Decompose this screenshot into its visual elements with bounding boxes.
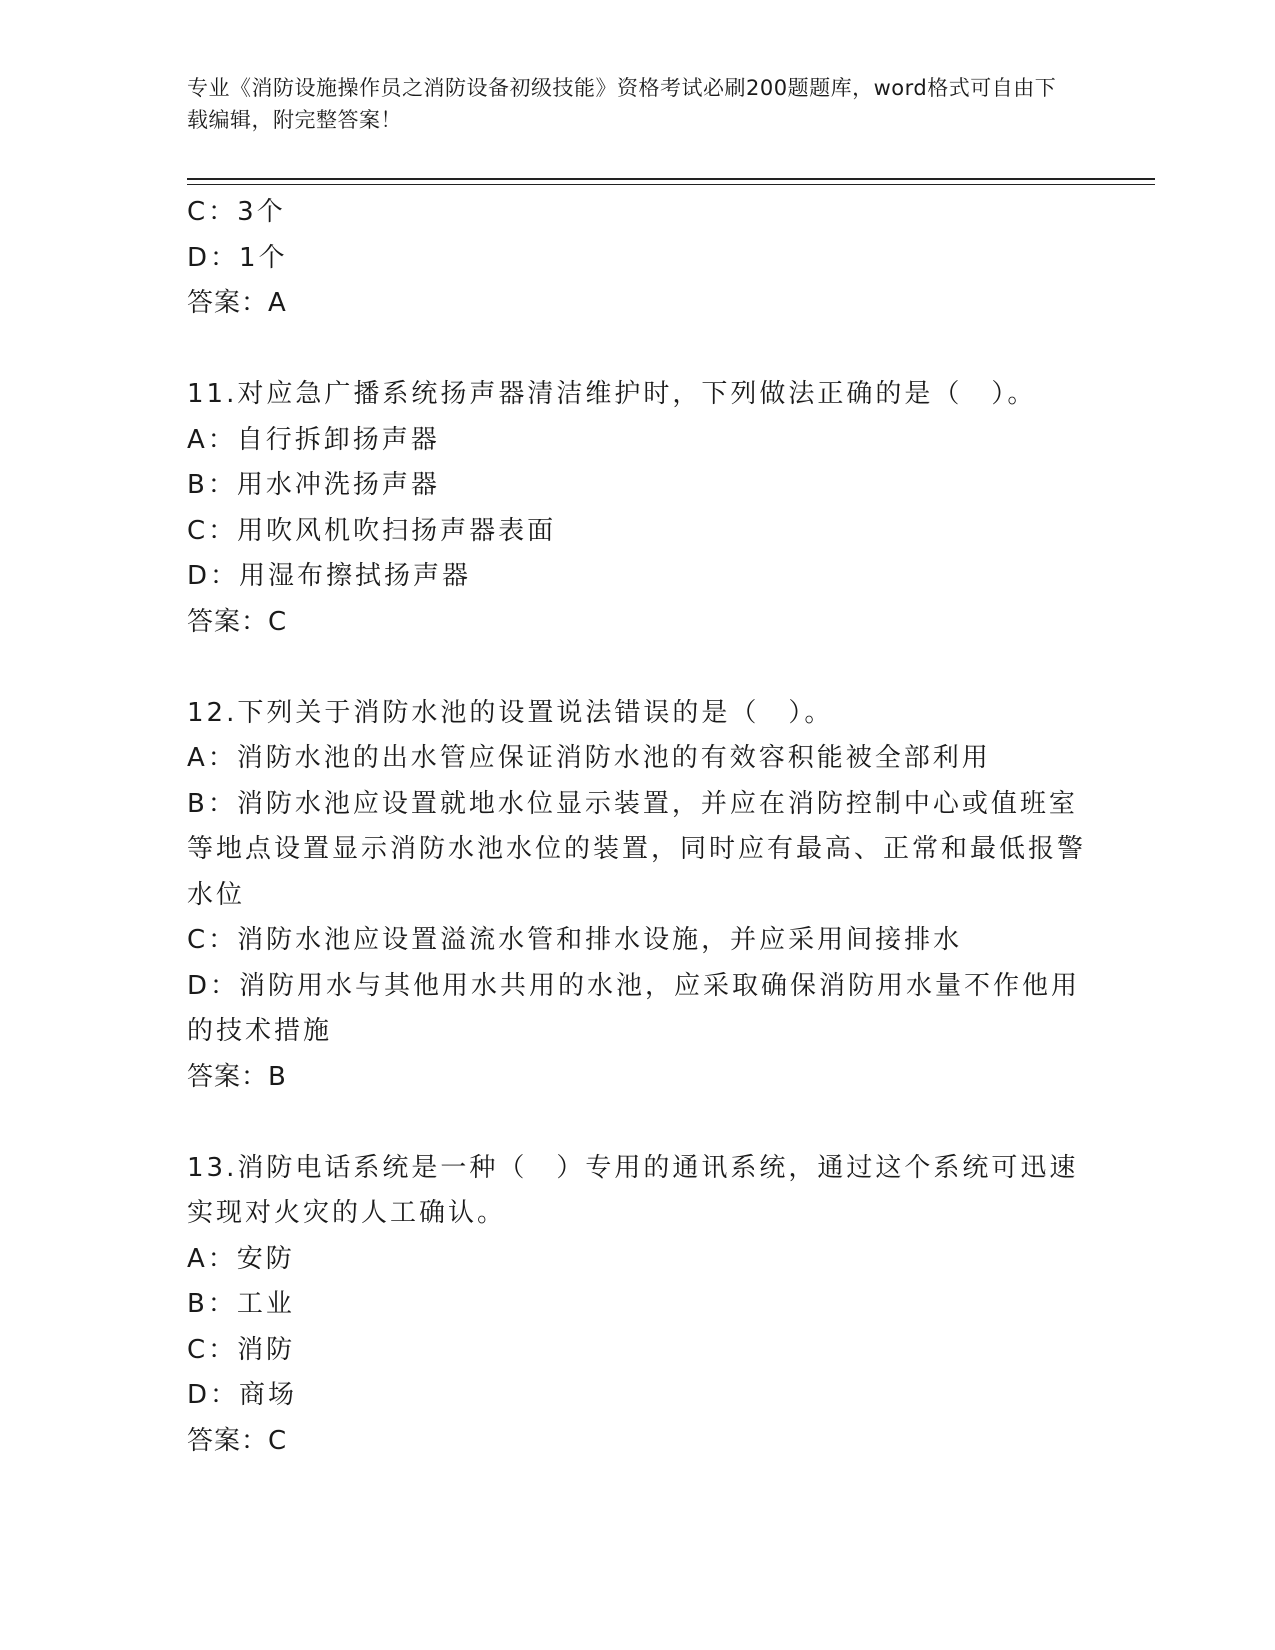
option-d: D：1个 — [187, 242, 288, 273]
spacer — [187, 327, 1087, 373]
header-divider-thin — [187, 184, 1155, 185]
option-b: B：工业 — [187, 1289, 295, 1319]
question-block — [187, 1146, 1087, 1465]
spacer — [187, 645, 1087, 691]
option-c: C：3个 — [187, 197, 286, 227]
option-a: A：安防 — [187, 1243, 295, 1274]
question-stem: 12.下列关于消防水池的设置说法错误的是（ ）。 — [187, 697, 834, 728]
option-d: D：用湿布擦拭扬声器 — [187, 561, 472, 591]
header-divider-thick — [187, 178, 1155, 180]
option-c: C：消防水池应设置溢流水管和排水设施，并应采用间接排水 — [187, 925, 963, 955]
header-text: 专业《消防设施操作员之消防设备初级技能》资格考试必刷200题题库，word格式可自由下载编辑，附完整答案！ — [187, 76, 1057, 132]
option-b: B：消防水池应设置就地水位显示装置，并应在消防控制中心或值班室等地点设置显示消防水池水位的装置，同时应有最高、正常和最低报警水位 — [187, 788, 1087, 910]
option-c: C：用吹风机吹扫扬声器表面 — [187, 515, 557, 546]
answer-line: 答案：C — [187, 1425, 288, 1456]
answer-line: 答案：C — [187, 606, 288, 637]
question-stem: 13.消防电话系统是一种（ ）专用的通讯系统，通过这个系统可迅速实现对火灾的人工确认。 — [187, 1152, 1079, 1228]
question-content — [187, 190, 1087, 1464]
question-block — [187, 372, 1087, 645]
option-d: D：商场 — [187, 1380, 298, 1410]
spacer — [187, 1100, 1087, 1146]
answer-line: 答案：A — [187, 288, 287, 318]
option-d: D：消防用水与其他用水共用的水池，应采取确保消防用水量不作他用的技术措施 — [187, 970, 1081, 1046]
document-header — [187, 72, 1067, 136]
prev-question-block — [187, 190, 1087, 327]
answer-line: 答案：B — [187, 1061, 287, 1092]
option-a: A：自行拆卸扬声器 — [187, 424, 440, 455]
question-stem: 11.对应急广播系统扬声器清洁维护时，下列做法正确的是（ ）。 — [187, 379, 1037, 409]
question-block — [187, 691, 1087, 1101]
option-c: C：消防 — [187, 1334, 296, 1365]
option-a: A：消防水池的出水管应保证消防水池的有效容积能被全部利用 — [187, 743, 991, 773]
option-b: B：用水冲洗扬声器 — [187, 470, 440, 500]
